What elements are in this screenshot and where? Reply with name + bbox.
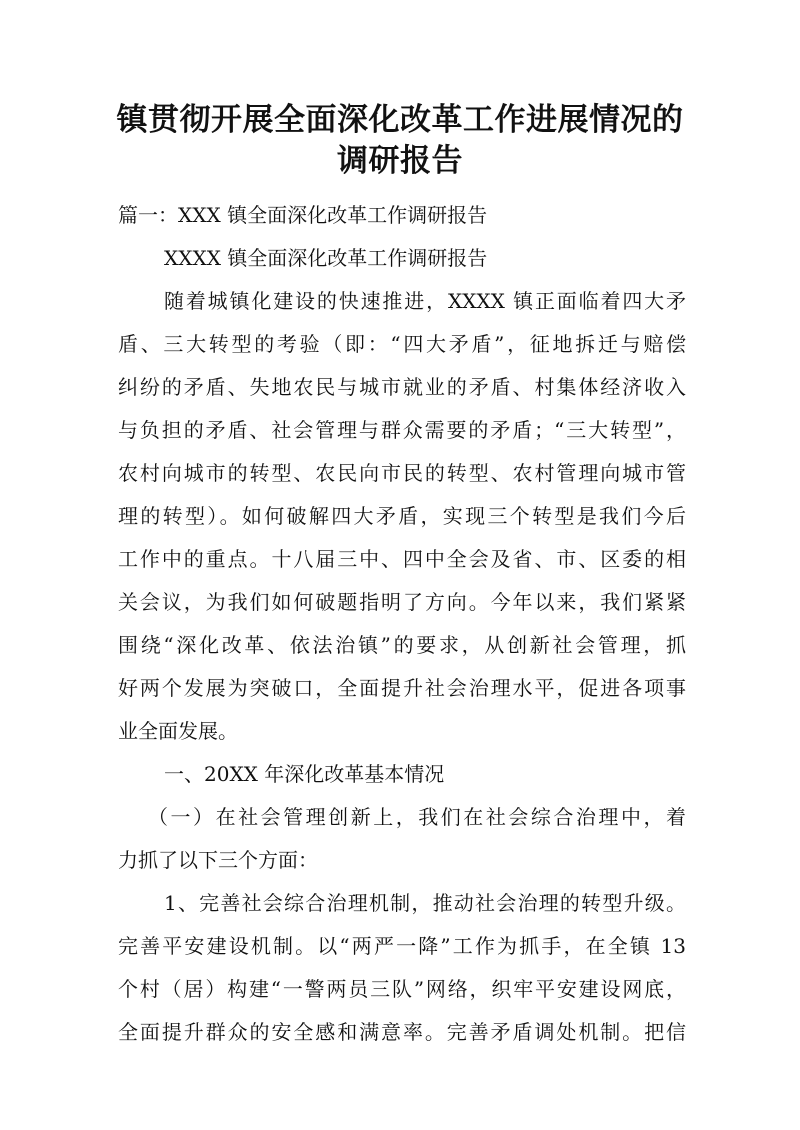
paragraph-line: 围绕“深化改革、依法治镇”的要求，从创新社会管理，抓 [118, 633, 686, 657]
document-title-line-1: 镇贯彻开展全面深化改革工作进展情况的 [116, 102, 684, 138]
paragraph-line: 农村向城市的转型、农民向市民的转型、农村管理向城市管 [118, 461, 686, 485]
paragraph-line: （一）在社会管理创新上，我们在社会综合治理中，着 [148, 805, 686, 829]
paragraph-line: 理的转型）。如何破解四大矛盾，实现三个转型是我们今后 [118, 504, 686, 528]
paragraph-line: 好两个发展为突破口，全面提升社会治理水平，促进各项事 [118, 676, 686, 700]
paragraph-line: 1、完善社会综合治理机制，推动社会治理的转型升级。 [164, 891, 686, 915]
paragraph-line: 与负担的矛盾、社会管理与群众需要的矛盾；“三大转型”， [118, 418, 686, 442]
section-heading: 篇一：XXX 镇全面深化改革工作调研报告 [118, 203, 488, 227]
paragraph-line: 盾、三大转型的考验（即：“四大矛盾”，征地拆迁与赔偿 [118, 332, 686, 356]
paragraph-line: 完善平安建设机制。以“两严一降”工作为抓手，在全镇 13 [118, 934, 686, 958]
paragraph-line: 关会议，为我们如何破题指明了方向。今年以来，我们紧紧 [118, 590, 686, 614]
paragraph-line: 全面提升群众的安全感和满意率。完善矛盾调处机制。把信 [118, 1020, 686, 1044]
subsection-heading: 一、20XX 年深化改革基本情况 [164, 762, 445, 786]
report-subtitle: XXXX 镇全面深化改革工作调研报告 [164, 246, 488, 270]
paragraph-line: 业全面发展。 [118, 719, 238, 743]
paragraph-line: 纠纷的矛盾、失地农民与城市就业的矛盾、村集体经济收入 [118, 375, 686, 399]
paragraph-line: 工作中的重点。十八届三中、四中全会及省、市、区委的相 [118, 547, 686, 571]
document-title-line-2: 调研报告 [337, 143, 463, 179]
paragraph-line: 个村（居）构建“一警两员三队”网络，织牢平安建设网底， [118, 977, 686, 1001]
paragraph-line: 力抓了以下三个方面： [118, 848, 318, 872]
paragraph-line: 随着城镇化建设的快速推进，XXXX 镇正面临着四大矛 [164, 289, 686, 313]
